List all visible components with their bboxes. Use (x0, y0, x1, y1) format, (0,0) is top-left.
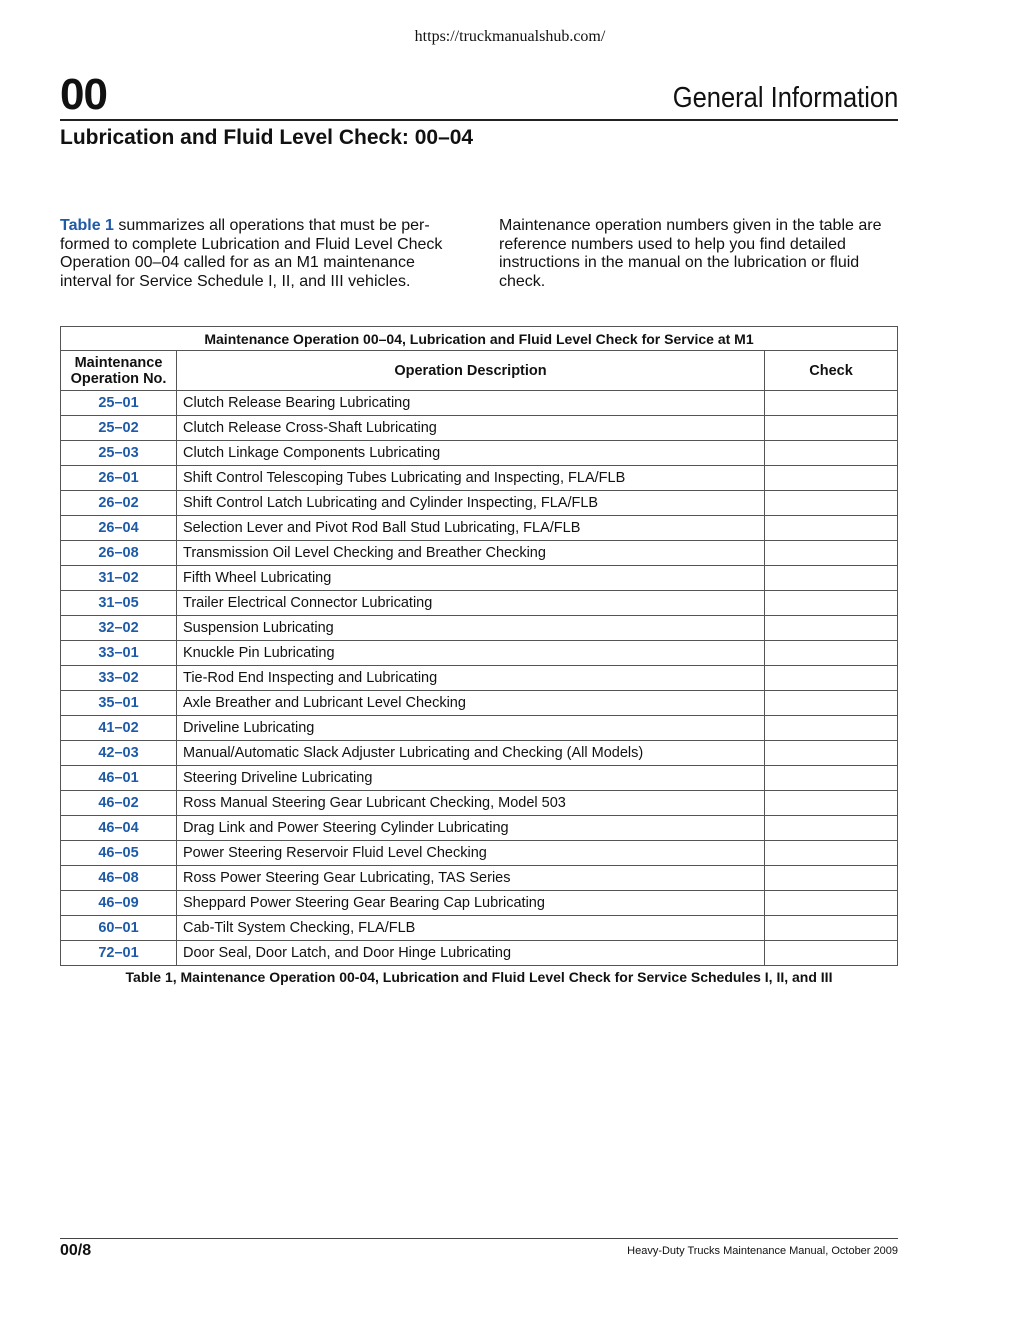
operation-number-link[interactable]: 46–05 (61, 841, 177, 866)
operation-description: Suspension Lubricating (177, 616, 765, 641)
column-header-check: Check (765, 351, 898, 391)
table-row (61, 441, 898, 466)
check-cell[interactable] (765, 666, 898, 691)
column-header-opno: Maintenance Operation No. (61, 351, 177, 391)
check-cell[interactable] (765, 416, 898, 441)
table-row (61, 766, 898, 791)
section-title: General Information (672, 82, 898, 114)
table-row (61, 891, 898, 916)
table-row (61, 591, 898, 616)
check-cell[interactable] (765, 841, 898, 866)
operation-number-link[interactable]: 72–01 (61, 941, 177, 966)
manual-title: Heavy-Duty Trucks Maintenance Manual, October 2009 (627, 1245, 898, 1257)
operation-number-link[interactable]: 46–04 (61, 816, 177, 841)
operation-number-link[interactable]: 25–02 (61, 416, 177, 441)
table-row (61, 841, 898, 866)
table-row (61, 616, 898, 641)
operation-number-link[interactable]: 31–05 (61, 591, 177, 616)
operation-number-link[interactable]: 35–01 (61, 691, 177, 716)
operation-description: Shift Control Latch Lubricating and Cylinder Inspecting, FLA/FLB (177, 491, 765, 516)
check-cell[interactable] (765, 491, 898, 516)
table-row (61, 641, 898, 666)
operation-description: Fifth Wheel Lubricating (177, 566, 765, 591)
operation-number-link[interactable]: 46–08 (61, 866, 177, 891)
table-row (61, 466, 898, 491)
table-footer-caption: Table 1, Maintenance Operation 00-04, Lubrication and Fluid Level Check for Service Schedules I, II, and III (125, 969, 833, 985)
operation-number-link[interactable]: 25–03 (61, 441, 177, 466)
intro-paragraph-left (60, 217, 460, 291)
table-row (61, 916, 898, 941)
operation-number-link[interactable]: 31–02 (61, 566, 177, 591)
check-cell[interactable] (765, 541, 898, 566)
check-cell[interactable] (765, 866, 898, 891)
operation-number-link[interactable]: 46–09 (61, 891, 177, 916)
check-cell[interactable] (765, 766, 898, 791)
operation-description: Drag Link and Power Steering Cylinder Lubricating (177, 816, 765, 841)
operation-description: Trailer Electrical Connector Lubricating (177, 591, 765, 616)
check-cell[interactable] (765, 916, 898, 941)
operation-description: Ross Manual Steering Gear Lubricant Checking, Model 503 (177, 791, 765, 816)
header-rule (60, 119, 898, 121)
operation-number-link[interactable]: 26–04 (61, 516, 177, 541)
check-cell[interactable] (765, 641, 898, 666)
check-cell[interactable] (765, 391, 898, 416)
operation-number-link[interactable]: 32–02 (61, 616, 177, 641)
source-url: https://truckmanualshub.com/ (414, 28, 606, 45)
operation-description: Driveline Lubricating (177, 716, 765, 741)
check-cell[interactable] (765, 816, 898, 841)
operation-number-link[interactable]: 26–02 (61, 491, 177, 516)
table-row (61, 716, 898, 741)
operation-number-link[interactable]: 42–03 (61, 741, 177, 766)
operation-description: Transmission Oil Level Checking and Breather Checking (177, 541, 765, 566)
page-number: 00/8 (60, 1242, 92, 1259)
check-cell[interactable] (765, 691, 898, 716)
table-row (61, 541, 898, 566)
operation-number-link[interactable]: 26–01 (61, 466, 177, 491)
operation-number-link[interactable]: 41–02 (61, 716, 177, 741)
table-body (61, 391, 898, 966)
table-row (61, 691, 898, 716)
operation-description: Door Seal, Door Latch, and Door Hinge Lubricating (177, 941, 765, 966)
footer-rule (60, 1238, 898, 1239)
table-row (61, 791, 898, 816)
check-cell[interactable] (765, 566, 898, 591)
table-row (61, 416, 898, 441)
check-cell[interactable] (765, 466, 898, 491)
table-row (61, 941, 898, 966)
operation-description: Clutch Release Bearing Lubricating (177, 391, 765, 416)
operation-number-link[interactable]: 46–02 (61, 791, 177, 816)
operation-number-link[interactable]: 25–01 (61, 391, 177, 416)
check-cell[interactable] (765, 516, 898, 541)
table-row (61, 391, 898, 416)
operation-description: Ross Power Steering Gear Lubricating, TAS Series (177, 866, 765, 891)
operation-number-link[interactable]: 60–01 (61, 916, 177, 941)
check-cell[interactable] (765, 891, 898, 916)
operation-number-link[interactable]: 33–01 (61, 641, 177, 666)
operation-number-link[interactable]: 46–01 (61, 766, 177, 791)
operation-number-link[interactable]: 26–08 (61, 541, 177, 566)
operation-description: Knuckle Pin Lubricating (177, 641, 765, 666)
operation-description: Cab-Tilt System Checking, FLA/FLB (177, 916, 765, 941)
table-row (61, 516, 898, 541)
operation-description: Tie-Rod End Inspecting and Lubricating (177, 666, 765, 691)
page-subtitle: Lubrication and Fluid Level Check: 00–04 (60, 126, 474, 149)
operation-description: Clutch Linkage Components Lubricating (177, 441, 765, 466)
operation-description: Selection Lever and Pivot Rod Ball Stud Lubricating, FLA/FLB (177, 516, 765, 541)
operation-description: Steering Driveline Lubricating (177, 766, 765, 791)
check-cell[interactable] (765, 791, 898, 816)
intro-paragraph-right: Maintenance operation numbers given in the table are reference numbers used to help you find detailed instructions in the manual on the lubrication or fluid check. (499, 217, 882, 290)
operation-description: Shift Control Telescoping Tubes Lubricating and Inspecting, FLA/FLB (177, 466, 765, 491)
check-cell[interactable] (765, 591, 898, 616)
table-row (61, 666, 898, 691)
operation-description: Manual/Automatic Slack Adjuster Lubricating and Checking (All Models) (177, 741, 765, 766)
check-cell[interactable] (765, 616, 898, 641)
intro-left-text: summarizes all operations that must be performed to complete Lubrication and Fluid Level Check Operation 00–04 called for as an M1 maintenance interval for Service Schedule I, II, and III vehicles. (60, 217, 443, 290)
operation-description: Clutch Release Cross-Shaft Lubricating (177, 416, 765, 441)
table-caption-row (61, 327, 898, 351)
operation-description: Sheppard Power Steering Gear Bearing Cap Lubricating (177, 891, 765, 916)
operation-number-link[interactable]: 33–02 (61, 666, 177, 691)
check-cell[interactable] (765, 941, 898, 966)
maintenance-operations-table (60, 326, 898, 966)
check-cell[interactable] (765, 441, 898, 466)
table-row (61, 741, 898, 766)
operation-description: Axle Breather and Lubricant Level Checking (177, 691, 765, 716)
table-header-row (61, 351, 898, 391)
table-1-link[interactable]: Table 1 (60, 217, 114, 234)
table-row (61, 816, 898, 841)
check-cell[interactable] (765, 716, 898, 741)
table-row (61, 866, 898, 891)
table-caption: Maintenance Operation 00–04, Lubrication and Fluid Level Check for Service at M1 (61, 327, 898, 351)
column-header-description: Operation Description (177, 351, 765, 391)
table-row (61, 491, 898, 516)
operation-description: Power Steering Reservoir Fluid Level Checking (177, 841, 765, 866)
section-number: 00 (60, 70, 107, 119)
table-row (61, 566, 898, 591)
check-cell[interactable] (765, 741, 898, 766)
